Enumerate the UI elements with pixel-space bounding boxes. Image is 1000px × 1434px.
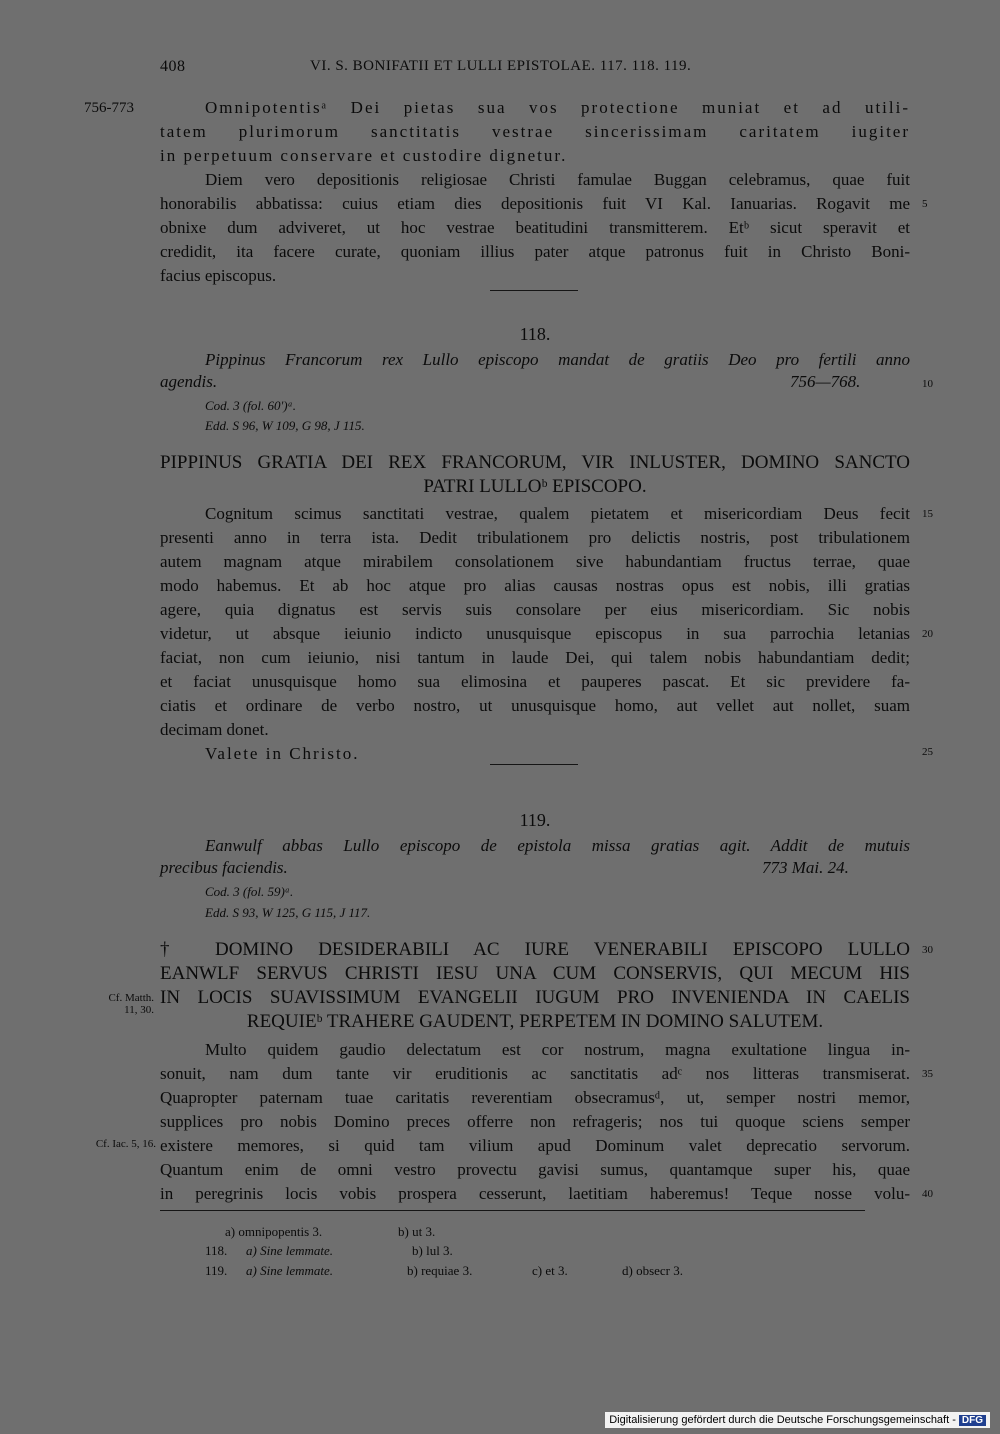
letter-number: 118. [519, 324, 551, 344]
letter-address: PIPPINUS GRATIA DEI REX FRANCORUM, VIR INLUSTER, DOMINO SANCTO [160, 452, 910, 473]
letter-address: PATRI LULLOᵇ EPISCOPO. [423, 476, 647, 497]
footnote: b) ut 3. [398, 1224, 436, 1239]
codex-note: Cod. 3 (fol. 60')ᵃ. [205, 398, 297, 413]
text-line: sonuit, nam dum tante vir eruditionis ac sanctitatis adᶜ nos litteras transmiserat. [160, 1064, 910, 1083]
footnote: b) lul 3. [412, 1243, 453, 1258]
letter-summary: Eanwulf abbas Lullo episcopo de epistola missa gratias agit. Addit de mutuis [205, 836, 910, 855]
footnote-rule [160, 1210, 865, 1211]
text-line: tatem plurimorum sanctitatis vestrae sincerissimam caritatem iugiter [160, 122, 910, 141]
text-line: supplices pro nobis Domino preces offerre non refrageris; nos tui quoque sciens semper [160, 1112, 910, 1131]
letter-address: EANWLF SERVUS CHRISTI IESU UNA CUM CONSERVIS, QUI MECUM HIS [160, 963, 910, 984]
text-line: in peregrinis locis vobis prospera cesserunt, laetitiam haberemus! Teque nosse volu- [160, 1184, 910, 1203]
text-line: agere, quia dignatus est servis suis consolare per eius misericordiam. Sic nobis [160, 600, 910, 619]
line-number: 30 [922, 944, 933, 956]
text-line: faciat, non cum ieiunio, nisi tantum in laude Dei, qui talem nobis habundantiam dedit; [160, 648, 910, 667]
letter-date: 756—768. [790, 372, 861, 391]
text-line: Omnipotentisᵃ Dei pietas sua vos protectione muniat et ad utili- [205, 98, 910, 117]
text-line: ciatis et ordinare de verbo nostro, ut unusquisque homo, aut vellet aut nollet, suam [160, 696, 910, 715]
text-line: modo habemus. Et ab hoc atque pro alias causas nostras opus est nobis, illi gratias [160, 576, 910, 595]
text-line: Cognitum scimus sanctitati vestrae, qualem pietatem et misericordiam Deus fecit [205, 504, 910, 523]
dfg-logo: DFG [959, 1415, 986, 1426]
letter-summary: precibus faciendis. [160, 858, 288, 877]
footnote: a) Sine lemmate. [246, 1263, 334, 1278]
line-number: 40 [922, 1188, 933, 1200]
footnote-label: 119. [205, 1263, 228, 1278]
text-line: existere memores, si quid tam vilium apud Dominum valet deprecatio servorum. [160, 1136, 910, 1155]
text-line: autem magnam atque mirabilem consolationem sive habundantiam fructus terrae, quae [160, 552, 910, 571]
line-number: 10 [922, 378, 933, 390]
text-line: et faciat unusquisque homo sua elimosina et pauperes pascat. Et sic previdere fa- [160, 672, 910, 691]
letter-address: IN LOCIS SUAVISSIMUM EVANGELII IUGUM PRO INVENIENDA IN CAELIS [160, 987, 910, 1008]
codex-note: Cod. 3 (fol. 59)ᵃ. [205, 884, 294, 899]
letter-date: 773 Mai. 24. [762, 858, 849, 877]
margin-date: 756-773 [84, 100, 134, 116]
text-line: videtur, ut absque ieiunio indicto unusquisque episcopus in sua parrochia letanias [160, 624, 910, 643]
margin-reference: Cf. Iac. 5, 16. [95, 1138, 156, 1150]
line-number: 20 [922, 628, 933, 640]
page-number: 408 [160, 58, 186, 75]
line-number: 5 [922, 198, 928, 210]
text-line: presenti anno in terra ista. Dedit tribulationem pro delictis nostris, post tribulationem [160, 528, 910, 547]
text-line: honorabilis abbatissa: cuius etiam dies depositionis fuit VI Kal. Ianuarias. Rogavit me [160, 194, 910, 213]
letter-address: † DOMINO DESIDERABILI AC IURE VENERABILI EPISCOPO LULLO [160, 939, 910, 960]
separator-rule [490, 290, 578, 291]
text-line: Quantum enim de omni vestro provectu gavisi sumus, quantamque super his, quae [160, 1160, 910, 1179]
footer-text: Digitalisierung gefördert durch die Deutsche Forschungsgemeinschaft - [609, 1414, 956, 1426]
letter-number: 119. [519, 810, 551, 830]
running-header [160, 58, 910, 82]
text-line: obnixe dum adviveret, ut hoc vestrae beatitudini transmitterem. Etᵇ sicut speravit et [160, 218, 910, 237]
footnote: d) obsecr 3. [622, 1263, 684, 1278]
text-line: Diem vero depositionis religiosae Christi famulae Buggan celebramus, quae fuit [205, 170, 910, 189]
margin-reference-line: Cf. Matth. [108, 992, 154, 1004]
text-line: decimam donet. [160, 720, 269, 739]
separator-rule [490, 764, 578, 765]
footnote: a) Sine lemmate. [246, 1243, 334, 1258]
running-title: VI. S. BONIFATII ET LULLI EPISTOLAE. 117. 118. 119. [310, 58, 692, 74]
line-number: 15 [922, 508, 933, 520]
text-line: Multo quidem gaudio delectatum est cor nostrum, magna exultatione lingua in- [205, 1040, 910, 1059]
text-line: facius episcopus. [160, 266, 277, 285]
editions-note: Edd. S 93, W 125, G 115, J 117. [205, 905, 371, 920]
line-number: 35 [922, 1068, 933, 1080]
letter-summary: Pippinus Francorum rex Lullo episcopo mandat de gratiis Deo pro fertili anno [205, 350, 910, 369]
digitization-footer [605, 1412, 990, 1428]
text-line: in perpetuum conservare et custodire dignetur. [160, 146, 568, 165]
footnote: b) requiae 3. [407, 1263, 473, 1278]
closing-line: Valete in Christo. [205, 744, 360, 763]
text-line: Quapropter paternam tuae caritatis reverentiam obsecramusᵈ, ut, semper nostri memor, [160, 1088, 910, 1107]
margin-reference-line: 11, 30. [124, 1004, 154, 1016]
line-number: 25 [922, 746, 933, 758]
footnote-label: 118. [205, 1243, 228, 1258]
letter-address: REQUIEᵇ TRAHERE GAUDENT, PERPETEM IN DOMINO SALUTEM. [246, 1011, 824, 1032]
letter-summary: agendis. [160, 372, 218, 391]
footnote: a) omnipopentis 3. [225, 1224, 323, 1239]
editions-note: Edd. S 96, W 109, G 98, J 115. [205, 418, 365, 433]
margin-reference [88, 992, 154, 1016]
text-line: credidit, ita facere curate, quoniam illius pater atque patronus fuit in Christo Boni- [160, 242, 910, 261]
footnote: c) et 3. [532, 1263, 568, 1278]
